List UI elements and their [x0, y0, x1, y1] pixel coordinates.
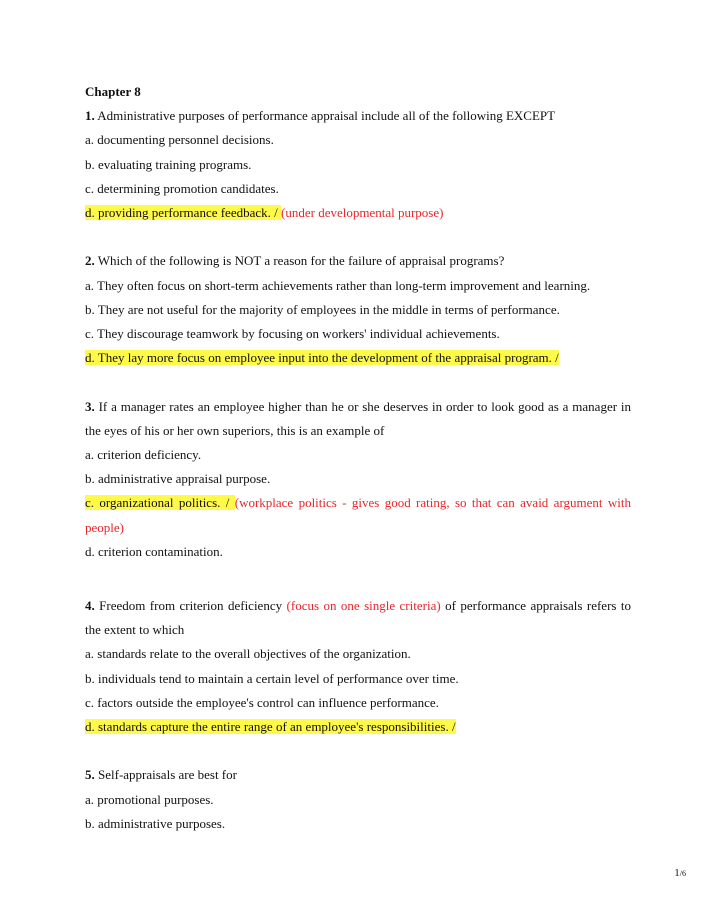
answer-note: (under developmental purpose): [281, 205, 444, 221]
option: b. administrative purposes.: [85, 815, 226, 831]
answer-line: [85, 491, 631, 539]
question-text: Which of the following is NOT a reason for the failure of appraisal programs?: [94, 253, 505, 269]
spacer: [85, 564, 631, 594]
option: b. administrative appraisal purpose.: [85, 471, 271, 487]
question-text: Administrative purposes of performance appraisal include all of the following EXCEPT: [94, 108, 556, 124]
highlighted-answer: c. organizational politics. /: [85, 495, 235, 511]
option: a. promotional purposes.: [85, 791, 214, 807]
question-5-stem: [85, 763, 631, 787]
question-text: Freedom from criterion deficiency: [94, 598, 287, 614]
question-2-stem: [85, 249, 631, 273]
page-total: 6: [682, 869, 686, 878]
spacer: [85, 370, 631, 394]
question-number: 5.: [85, 767, 95, 783]
question-text: Self-appraisals are best for: [94, 767, 237, 783]
option: c. determining promotion candidates.: [85, 180, 279, 196]
question-text: If a manager rates an employee higher than he or she deserves in order to look good as a manager in the eyes of his or her own superiors, this is an example of: [85, 398, 631, 438]
question-3-stem: [85, 395, 631, 443]
spacer: [85, 225, 631, 249]
answer-line: [85, 346, 631, 370]
question-1-stem: [85, 104, 631, 128]
highlighted-answer: d. They lay more focus on employee input into the development of the appraisal program. /: [85, 350, 559, 366]
question-2: [85, 249, 631, 370]
option: c. factors outside the employee's control can influence performance.: [85, 694, 439, 710]
question-3: [85, 395, 631, 564]
page-total-group: /6: [679, 869, 686, 878]
question-number: 3.: [85, 398, 95, 414]
question-number: 4.: [85, 598, 95, 614]
question-4-stem: [85, 594, 631, 642]
question-text: of performance appraisals refers to the extent to which: [85, 598, 632, 638]
answer-line: [85, 201, 631, 225]
page-number: [674, 867, 686, 879]
option: a. criterion deficiency.: [85, 447, 202, 463]
question-5: [85, 763, 631, 836]
chapter-title: Chapter 8: [85, 84, 141, 99]
option: c. They discourage teamwork by focusing on workers' individual achievements.: [85, 326, 500, 342]
spacer: [85, 739, 631, 763]
question-note: (focus on one single criteria): [286, 598, 441, 614]
question-number: 1.: [85, 108, 95, 124]
option: a. documenting personnel decisions.: [85, 132, 274, 148]
option: b. They are not useful for the majority of employees in the middle in terms of performance.: [85, 301, 560, 317]
question-number: 2.: [85, 253, 95, 269]
option: b. individuals tend to maintain a certain level of performance over time.: [85, 670, 459, 686]
option: a. standards relate to the overall objectives of the organization.: [85, 646, 411, 662]
question-4: [85, 594, 631, 739]
highlighted-answer: d. providing performance feedback. /: [85, 205, 282, 221]
answer-note: (workplace politics - gives good rating, so that can avaid argument with people): [85, 495, 632, 535]
answer-line: [85, 715, 631, 739]
question-1: [85, 104, 631, 225]
page-current: 1: [674, 867, 680, 879]
document-page: [85, 80, 631, 836]
highlighted-answer: d. standards capture the entire range of an employee's responsibilities. /: [85, 719, 456, 735]
option: d. criterion contamination.: [85, 543, 223, 559]
option: a. They often focus on short-term achievements rather than long-term improvement and learning.: [85, 277, 591, 293]
option: b. evaluating training programs.: [85, 156, 252, 172]
